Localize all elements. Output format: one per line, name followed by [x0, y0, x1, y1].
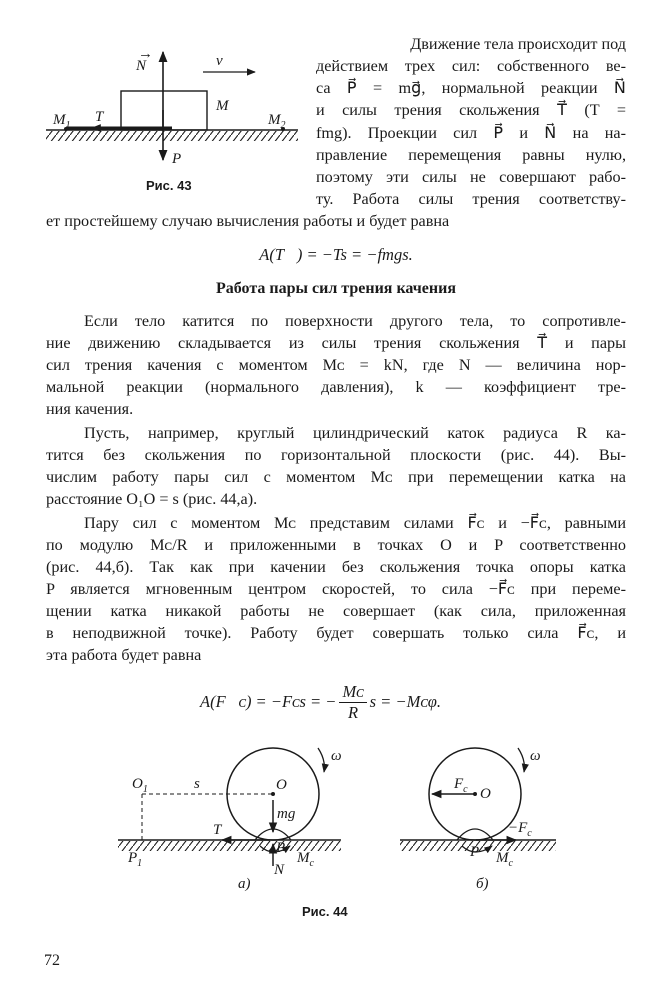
- fig44a-label-omega: ω: [331, 748, 342, 764]
- formula2-denominator: R: [347, 702, 359, 722]
- intro-line-6: правление перемещения равны нулю,: [316, 146, 626, 164]
- fig44b-label-omega: ω: [530, 748, 541, 764]
- fig44a-omega-arrow: [318, 748, 324, 772]
- para2-line-4: расстояние O₁O = s (рис. 44,а).: [46, 490, 258, 508]
- para3-line-2: по модулю Mᴄ/R и приложенными в точках O и P соответственно: [46, 536, 626, 554]
- para1-line-3: сил трения качения с моментом Mᴄ = kN, где N — величина нор-: [46, 356, 626, 374]
- para1-line-1: Если тело катится по поверхности другого тела, то сопротивле-: [84, 312, 626, 330]
- para3-line-4: P является мгновенным центром скоростей, то сила −F⃗ᴄ при переме-: [46, 580, 626, 598]
- fig44-caption: Рис. 44: [302, 904, 348, 919]
- section-heading: Работа пары сил трения качения: [215, 280, 456, 297]
- intro-line-2: действием трех сил: собственного ве-: [316, 57, 626, 75]
- formula-friction-work: A(T⃗) = −Ts = −fmgs.: [259, 245, 413, 264]
- para1-line-5: ния качения.: [46, 400, 134, 418]
- formula2-numerator: Mᴄ: [339, 682, 366, 703]
- para3-line-5: щении катка никакой работы не совершает (как сила, приложенная: [46, 602, 626, 620]
- fig43-label-t: T: [95, 109, 104, 125]
- fig44a-label-p: P: [276, 840, 286, 856]
- fig44a-label-n: N: [274, 862, 285, 878]
- fig44a-label-s: s: [194, 776, 200, 792]
- fig44a-label-mg: mg: [277, 806, 296, 822]
- fig44a-label-o: O: [276, 777, 287, 793]
- fig43-label-m1: $M_1$: [53, 112, 71, 131]
- fig44b-label-neg-fc: $-F_c$: [508, 820, 532, 839]
- intro-line-4: и силы трения скольжения T⃗ (T =: [316, 101, 626, 119]
- fig43-vector-bar-n: →: [138, 46, 153, 62]
- fig43-label-m: M: [216, 98, 229, 114]
- para3-line-6: в неподвижной точке). Работу будет совершать только сила F⃗ᴄ, и: [46, 624, 626, 642]
- fig44b-label-mc: $M_c$: [496, 850, 513, 869]
- para3-line-1: Пару сил с моментом Mᴄ представим силами F⃗ᴄ и −F⃗ᴄ, равными: [84, 514, 626, 532]
- fig44b-sublabel: б): [476, 876, 489, 892]
- para2-line-1: Пусть, например, круглый цилиндрический каток радиуса R ка-: [84, 424, 626, 442]
- fig43-label-p: P: [172, 151, 182, 167]
- para2-line-2: тится без скольжения по горизонтальной плоскости (рис. 44). Вы-: [46, 446, 626, 464]
- intro-line-1: Движение тела происходит под: [410, 35, 626, 53]
- fig44b-label-fc: $F_c$: [454, 776, 468, 795]
- fig44a-label-mc: $M_c$: [297, 850, 314, 869]
- fig44a-label-t: T: [213, 822, 222, 838]
- fig44a-label-o1: $O_1$: [132, 776, 148, 795]
- intro-line-3: са P⃗ = mg⃗, нормальной реакции N⃗: [316, 79, 626, 97]
- para2-line-3: числим работу пары сил с моментом Mᴄ при перемещении катка на: [46, 468, 626, 486]
- para1-line-4: мальной реакции (нормального давления), k — коэффициент тре-: [46, 378, 626, 396]
- fig44a-sublabel: а): [238, 876, 251, 892]
- intro-line-9: ет простейшему случаю вычисления работы и будет равна: [46, 212, 450, 230]
- intro-line-7: поэтому эти силы не совершают рабо-: [316, 168, 626, 186]
- fig44b-omega-arrow: [518, 748, 524, 772]
- intro-line-5: fmg). Проекции сил P⃗ и N⃗ на на-: [316, 124, 626, 142]
- para3-line-3: (рис. 44,б). Так как при качении без скольжения точка опоры катка: [46, 558, 626, 576]
- para3-line-7: эта работа будет равна: [46, 646, 202, 664]
- fig43-caption: Рис. 43: [146, 178, 192, 193]
- fig44b: [400, 748, 556, 892]
- fig44b-label-p: P: [470, 844, 480, 860]
- intro-line-8: ту. Работа силы трения соответству-: [316, 190, 626, 208]
- fig44a-label-p1: $P_1$: [128, 850, 143, 869]
- fig43-label-n: N: [136, 58, 147, 74]
- formula2-rhs: s = −Mᴄφ.: [369, 692, 442, 711]
- para1-line-2: ние движению складывается из силы трения скольжения T⃗ и пары: [46, 334, 626, 352]
- fig43-label-m2: $M_2$: [268, 112, 286, 131]
- fig43-label-v: v: [216, 53, 223, 69]
- page-number: 72: [44, 952, 60, 969]
- fig44a: [118, 748, 342, 892]
- formula2-lhs: A(F⃗ᴄ) = −Fᴄs = −: [200, 692, 337, 711]
- fig44b-label-o: O: [480, 786, 491, 802]
